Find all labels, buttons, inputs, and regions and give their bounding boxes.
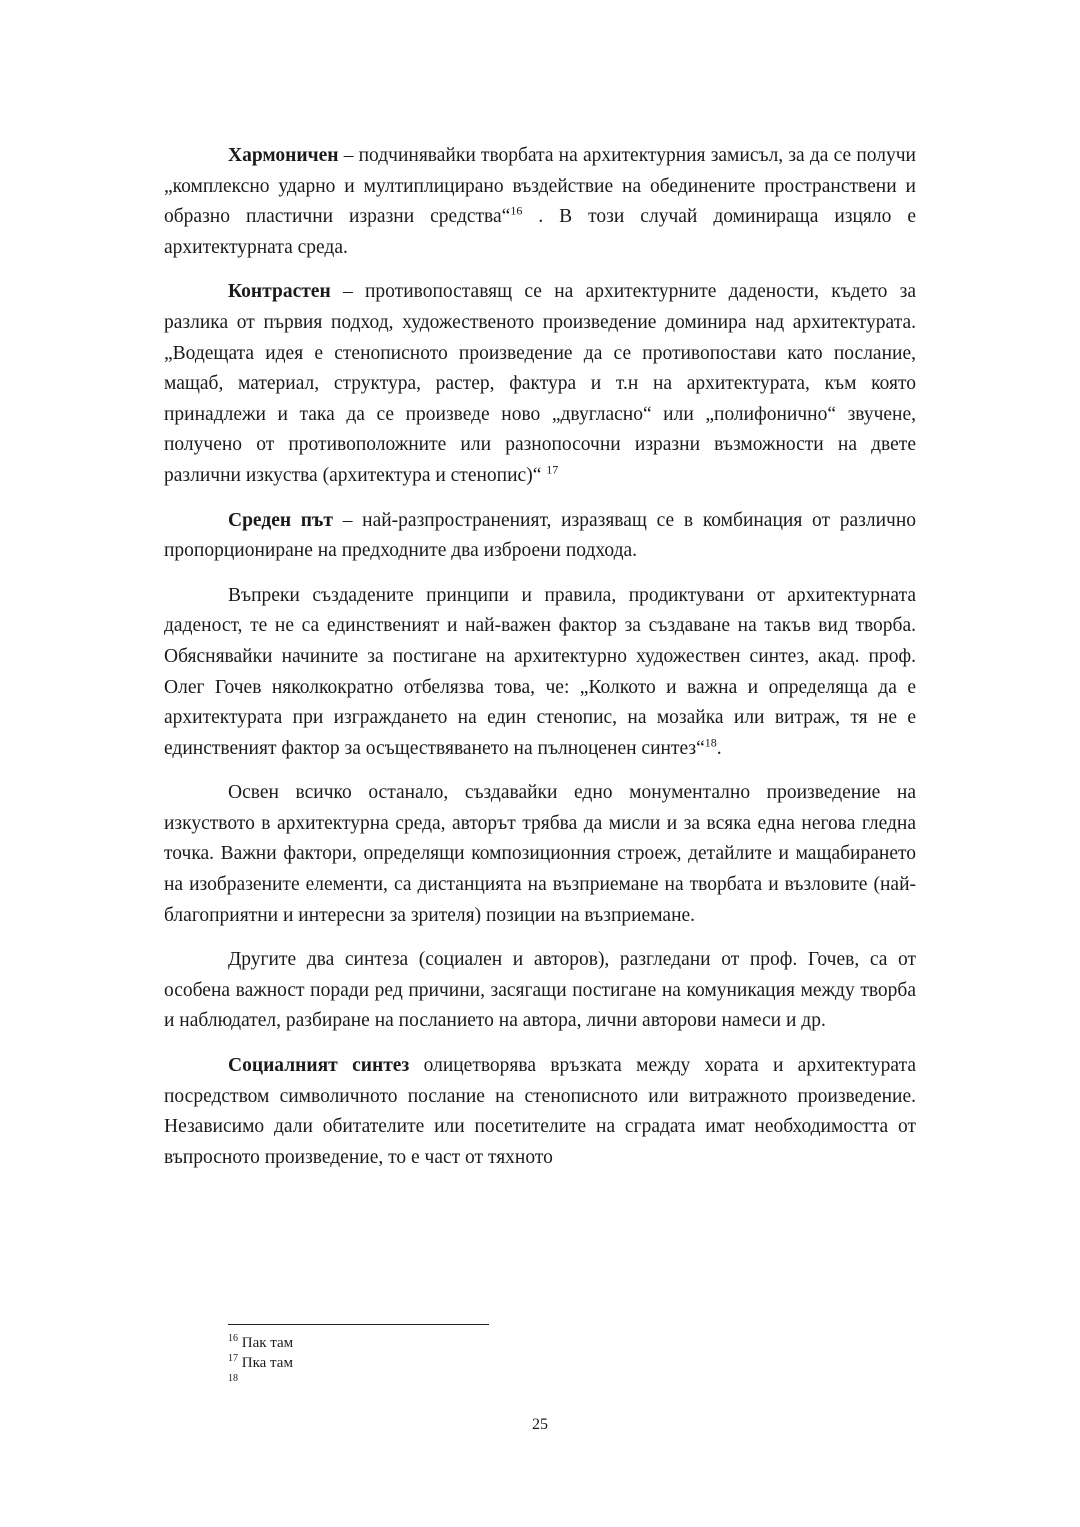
term-social-synthesis: Социалният синтез	[228, 1055, 410, 1077]
paragraph-contrast	[164, 277, 916, 491]
paragraph-text: Въпреки създадените принципи и правила, продиктувани от архитектурната даденост, те не са единственият и най-важен фактор за създаване на такъв вид творба. Обяснявайки начините за постигане на архитектурно художествен синтез, акад. проф. Олег Гочев няколкократно отбелязва това, че: „Колкото и важна и определяща да е архитектурата при изграждането на един стенопис, на мозайка или витраж, тя не е единственият фактор за осъществяването на пълноценен синтез“	[164, 584, 916, 759]
footnote-text: Пак там	[241, 1335, 294, 1351]
paragraph-middle-way	[164, 506, 916, 567]
paragraph-other-syntheses	[164, 945, 916, 1037]
footnote-17	[228, 1353, 828, 1373]
term-harmonic: Хармоничен	[228, 145, 339, 166]
paragraph-text: Другите два синтеза (социален и авторов), разгледани от проф. Гочев, са от особена важност поради ред причини, засягащи постигане на комуникация между творба и наблюдател, разбиране на посланието на автора, лични авторови намеси и др.	[164, 949, 916, 1032]
paragraph-principles	[164, 581, 916, 765]
paragraph-text: олицетворява връзката между хората и архитектурата посредством символичното послание на стенописното или витражното произведение. Независимо дали обитателите или посетителите на сградата имат необходимостта от въпросното произведение, то е част от тяхното	[164, 1055, 916, 1168]
footnotes	[228, 1333, 828, 1393]
paragraph-text: – подчинявайки творбата на архитектурния замисъл, за да се получи „комплексно ударно и мултиплицирано въздействие на обединените пространствени и образно пластични изразни средства“	[164, 145, 916, 228]
page-number: 25	[532, 1416, 548, 1433]
footnote-ref-17[interactable]: 17	[546, 462, 559, 477]
footnote-text: Пка там	[241, 1355, 293, 1371]
term-contrast: Контрастен	[228, 281, 331, 303]
paragraph-text: – най-разпространеният, изразяващ се в комбинация от различно пропорциониране на предходните два изброени подхода.	[164, 509, 917, 562]
paragraph-viewpoints	[164, 778, 916, 931]
footnote-ref-18[interactable]: 18	[704, 735, 717, 750]
paragraph-text-after: . В този случай доминираща изцяло е архитектурната среда.	[164, 206, 916, 258]
paragraph-social-synthesis	[164, 1051, 916, 1173]
paragraph-text: – противопоставящ се на архитектурните дадености, където за разлика от първия подход, художественото произведение доминира над архитектурата. „Водещата идея е стенописното произведение да се противопостави като послание, мащаб, материал, структура, растер, фактура и т.н на архитектурата, към която принадлежи и така да се произведе ново „двугласно“ или „полифонично“ звучене, получено от противоположните или разнопосочни изразни възможности на двете различни изкуства (архитектура и стенопис)“	[164, 281, 916, 486]
footnote-number: 16	[228, 1333, 238, 1344]
document-body	[164, 141, 916, 1187]
footnote-separator	[228, 1324, 489, 1325]
footnote-number: 18	[228, 1373, 238, 1384]
footnote-number: 17	[228, 1353, 238, 1364]
paragraph-text: Освен всичко останало, създавайки едно монументално произведение на изкуството в архитектурна среда, авторът трябва да мисли и за всяка една негова гледна точка. Важни фактори, определящи композиционния строеж, детайлите и мащабирането на изобразените елементи, са дистанцията на възприемане на творбата и възловите (най-благоприятни и интересни за зрителя) позиции на възприемане.	[164, 782, 916, 926]
footnote-ref-16[interactable]: 16	[510, 203, 523, 218]
paragraph-text-after: .	[716, 737, 722, 759]
footnote-18	[228, 1373, 828, 1393]
paragraph-harmonic	[164, 141, 916, 263]
footnote-16	[228, 1333, 828, 1353]
term-middle-way: Среден път	[228, 509, 333, 531]
